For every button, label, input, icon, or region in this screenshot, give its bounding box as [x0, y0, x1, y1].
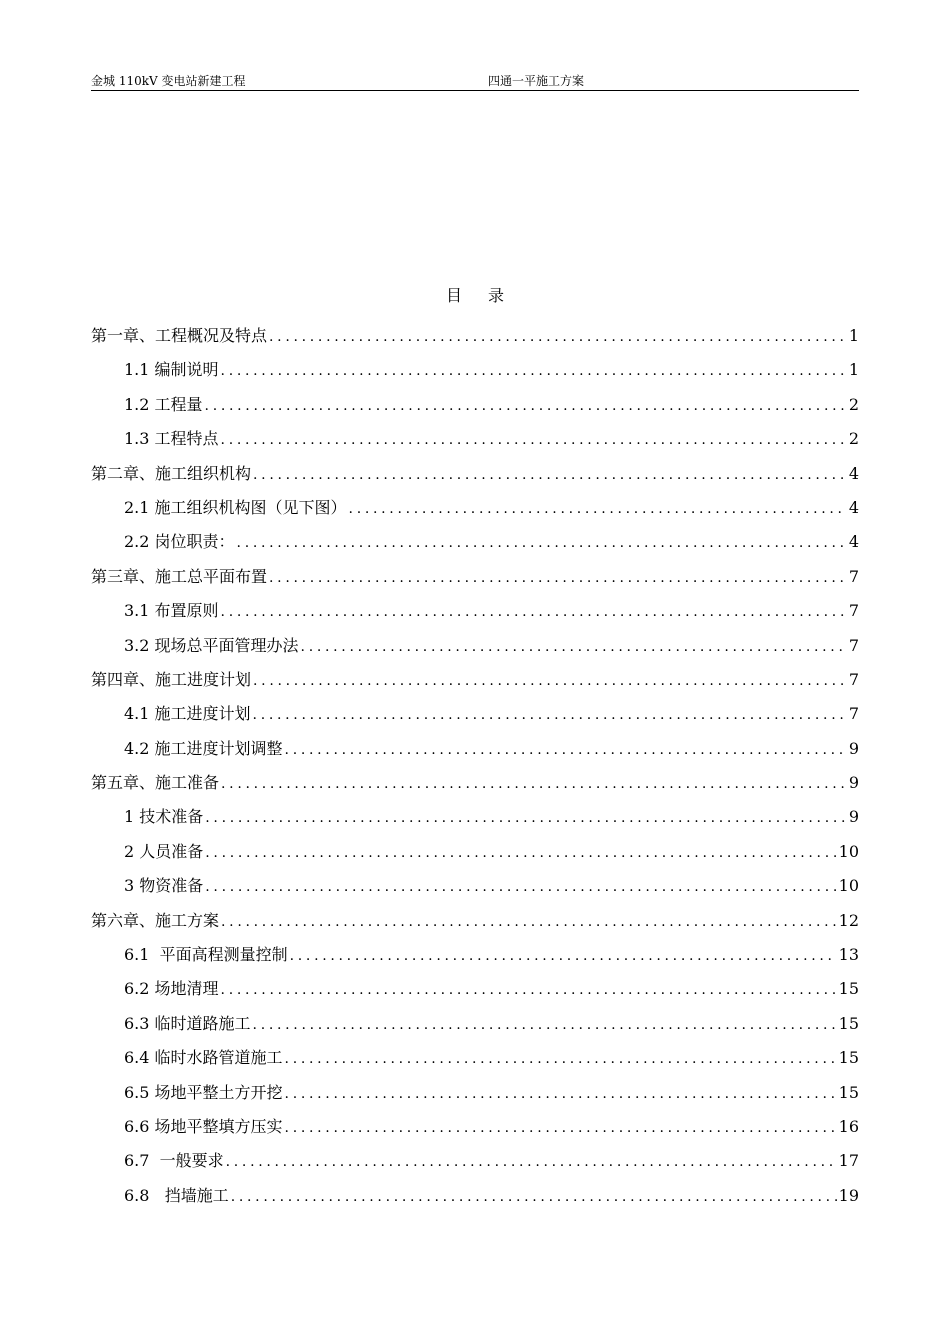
toc-page-number: 1 — [848, 326, 859, 345]
toc-chapter-entry[interactable] — [91, 563, 859, 597]
toc-page-number: 4 — [848, 497, 859, 517]
toc-entry-title: 6.2 场地清理 — [124, 979, 219, 999]
toc-dot-leader — [285, 1045, 837, 1073]
toc-dot-leader — [269, 564, 847, 592]
toc-page-number: 13 — [838, 945, 859, 965]
toc-entry-title: 4.1 施工进度计划 — [124, 704, 251, 724]
toc-entry-title: 1.2 工程量 — [124, 394, 203, 414]
toc-section-entry[interactable] — [91, 425, 859, 459]
table-of-contents — [91, 322, 859, 1216]
toc-dot-leader — [205, 392, 847, 420]
toc-dot-leader — [221, 770, 847, 798]
toc-section-entry[interactable] — [91, 700, 859, 734]
toc-section-entry[interactable] — [91, 1044, 859, 1078]
toc-entry-title: 6.8 挡墙施工 — [124, 1185, 229, 1205]
toc-section-entry[interactable] — [91, 494, 859, 528]
toc-page-number: 15 — [838, 1013, 859, 1033]
toc-chapter-entry[interactable] — [91, 322, 859, 356]
toc-title: 目录 — [445, 286, 530, 305]
toc-page-number: 4 — [848, 532, 859, 552]
toc-page-number: 15 — [838, 979, 859, 999]
toc-chapter-entry[interactable] — [91, 769, 859, 803]
toc-dot-leader — [285, 736, 847, 764]
page-header — [91, 68, 859, 91]
toc-chapter-entry[interactable] — [91, 460, 859, 494]
toc-entry-title: 3.2 现场总平面管理办法 — [124, 635, 299, 655]
toc-section-entry[interactable] — [91, 1182, 859, 1216]
toc-section-entry[interactable] — [91, 803, 859, 837]
toc-entry-title: 2.2 岗位职责： — [124, 532, 235, 552]
toc-dot-leader — [221, 357, 847, 385]
toc-page-number: 7 — [848, 704, 859, 724]
toc-dot-leader — [205, 804, 847, 832]
toc-page-number: 7 — [848, 669, 859, 689]
toc-dot-leader — [237, 529, 847, 557]
toc-dot-leader — [205, 839, 836, 867]
toc-dot-leader — [205, 873, 836, 901]
toc-page-number: 10 — [838, 876, 859, 896]
toc-page-number: 16 — [838, 1116, 859, 1136]
toc-chapter-entry[interactable] — [91, 666, 859, 700]
toc-dot-leader — [290, 942, 837, 970]
toc-entry-title: 第四章、施工进度计划 — [91, 669, 252, 689]
toc-section-entry[interactable] — [91, 1079, 859, 1113]
toc-entry-title: 6.3 临时道路施工 — [124, 1013, 251, 1033]
toc-entry-title: 2 人员准备 — [124, 841, 204, 861]
toc-page-number: 19 — [838, 1185, 859, 1205]
toc-section-entry[interactable] — [91, 356, 859, 390]
toc-page-number: 2 — [848, 429, 859, 449]
toc-page-number: 15 — [838, 1082, 859, 1102]
toc-section-entry[interactable] — [91, 632, 859, 666]
toc-dot-leader — [221, 908, 837, 936]
toc-section-entry[interactable] — [91, 872, 859, 906]
toc-page-number: 15 — [838, 1048, 859, 1068]
toc-page-number: 4 — [848, 463, 859, 483]
toc-section-entry[interactable] — [91, 1147, 859, 1181]
toc-page-number: 2 — [848, 394, 859, 414]
toc-section-entry[interactable] — [91, 1113, 859, 1147]
toc-section-entry[interactable] — [91, 597, 859, 631]
toc-entry-title: 6.7 一般要求 — [124, 1151, 224, 1171]
toc-entry-title: 2.1 施工组织机构图（见下图） — [124, 497, 347, 517]
header-project-name: 金城 110kV 变电站新建工程 — [91, 74, 246, 88]
toc-section-entry[interactable] — [91, 838, 859, 872]
toc-entry-title: 6.4 临时水路管道施工 — [124, 1048, 283, 1068]
toc-page-number: 7 — [848, 566, 859, 586]
toc-entry-title: 6.6 场地平整填方压实 — [124, 1116, 283, 1136]
toc-section-entry[interactable] — [91, 735, 859, 769]
toc-section-entry[interactable] — [91, 941, 859, 975]
toc-dot-leader — [221, 426, 847, 454]
toc-page-number: 17 — [838, 1151, 859, 1171]
toc-dot-leader — [226, 1148, 837, 1176]
toc-page-number: 7 — [848, 601, 859, 621]
toc-page-number: 1 — [848, 360, 859, 380]
toc-dot-leader — [301, 633, 847, 661]
toc-dot-leader — [253, 1011, 837, 1039]
toc-dot-leader — [253, 461, 847, 489]
toc-entry-title: 3 物资准备 — [124, 876, 204, 896]
toc-entry-title: 第六章、施工方案 — [91, 910, 220, 930]
toc-page-number: 7 — [848, 635, 859, 655]
toc-entry-title: 1.1 编制说明 — [124, 360, 219, 380]
toc-entry-title: 3.1 布置原则 — [124, 601, 219, 621]
toc-dot-leader — [285, 1114, 837, 1142]
toc-dot-leader — [231, 1183, 837, 1211]
toc-dot-leader — [285, 1080, 837, 1108]
toc-section-entry[interactable] — [91, 391, 859, 425]
toc-dot-leader — [253, 701, 847, 729]
toc-page-number: 9 — [848, 807, 859, 827]
toc-page-number: 12 — [838, 910, 859, 930]
toc-section-entry[interactable] — [91, 528, 859, 562]
toc-page-number: 9 — [848, 738, 859, 758]
toc-page-number: 10 — [838, 841, 859, 861]
toc-entry-title: 第二章、施工组织机构 — [91, 463, 252, 483]
toc-dot-leader — [221, 598, 847, 626]
toc-section-entry[interactable] — [91, 975, 859, 1009]
toc-entry-title: 1 技术准备 — [124, 807, 204, 827]
toc-entry-title: 第三章、施工总平面布置 — [91, 566, 268, 586]
header-document-title: 四通一平施工方案 — [488, 74, 585, 88]
toc-entry-title: 1.3 工程特点 — [124, 429, 219, 449]
toc-chapter-entry[interactable] — [91, 907, 859, 941]
toc-entry-title: 第五章、施工准备 — [91, 773, 220, 793]
toc-dot-leader — [253, 667, 847, 695]
toc-entry-title: 6.1 平面高程测量控制 — [124, 945, 288, 965]
toc-entry-title: 6.5 场地平整土方开挖 — [124, 1082, 283, 1102]
toc-dot-leader — [349, 495, 847, 523]
toc-dot-leader — [269, 323, 847, 351]
toc-page-number: 9 — [848, 773, 859, 793]
toc-entry-title: 4.2 施工进度计划调整 — [124, 738, 283, 758]
toc-dot-leader — [221, 976, 837, 1004]
toc-section-entry[interactable] — [91, 1010, 859, 1044]
toc-entry-title: 第一章、工程概况及特点 — [91, 326, 268, 345]
